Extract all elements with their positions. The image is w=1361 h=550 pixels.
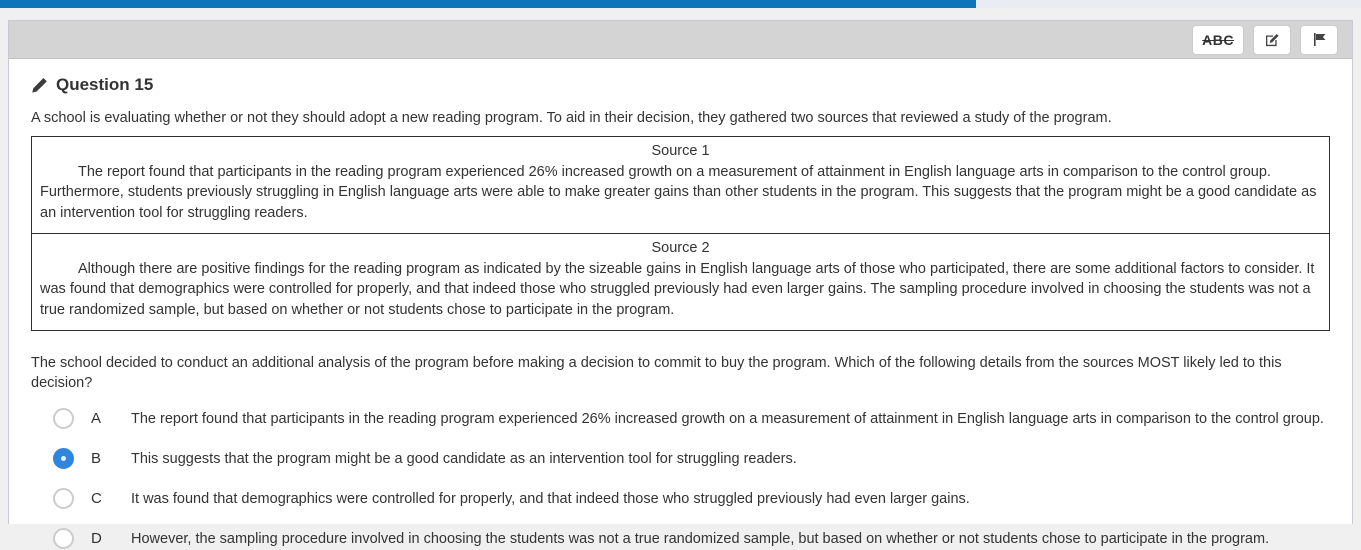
spellcheck-abc-icon: ABC <box>1202 31 1234 48</box>
option-text: This suggests that the program might be a good candidate as an intervention tool for struggling readers. <box>131 450 797 467</box>
source-1-title: Source 1 <box>651 143 710 159</box>
option-letter: B <box>91 450 102 467</box>
answer-option-c[interactable] <box>31 487 1330 510</box>
notes-button[interactable] <box>1253 25 1291 55</box>
question-header <box>31 75 1330 95</box>
flag-button[interactable] <box>1300 25 1338 55</box>
options-list <box>31 407 1330 550</box>
answer-option-a[interactable] <box>31 407 1330 430</box>
progress-fill <box>0 0 976 8</box>
question-intro: A school is evaluating whether or not they should adopt a new reading program. To aid in their decision, they gathered two sources that reviewed a study of the program. <box>31 110 1112 126</box>
option-text: However, the sampling procedure involved in choosing the students was not a true randomized sample, but based on whether or not students chose to participate in the program. <box>131 530 1270 547</box>
radio-option-b[interactable] <box>53 448 74 469</box>
toolbar <box>9 21 1352 59</box>
flag-icon <box>1312 32 1327 47</box>
source-box-2 <box>31 233 1330 331</box>
answer-option-b[interactable] <box>31 447 1330 470</box>
radio-option-c[interactable] <box>53 488 74 509</box>
pencil-icon <box>31 77 48 94</box>
question-stem: The school decided to conduct an additional analysis of the program before making a decision to commit to buy the program. Which of the following details from the sources MOST likely led to this decision? <box>31 355 1282 391</box>
radio-option-d[interactable] <box>53 528 74 549</box>
assessment-frame <box>8 20 1353 547</box>
source-2-body: Although there are positive findings for the reading program as indicated by the sizeable gains in English language arts of those who participated, there are some additional factors to consider. It was found that demographics were controlled for properly, and that indeed those who struggled previously had even larger gains. The sampling procedure involved in choosing the students was not a true randomized sample, but based on whether or not students chose to participate in the program. <box>40 260 1315 318</box>
option-text: It was found that demographics were controlled for properly, and that indeed those who struggled previously had even larger gains. <box>131 490 970 507</box>
option-text: The report found that participants in the reading program experienced 26% increased growth on a measurement of attainment in English language arts in comparison to the control group. <box>131 410 1324 427</box>
question-card <box>9 59 1352 547</box>
radio-option-a[interactable] <box>53 408 74 429</box>
edit-note-icon <box>1264 32 1280 48</box>
option-letter: C <box>91 490 102 507</box>
answer-option-d[interactable] <box>31 527 1330 550</box>
option-letter: D <box>91 530 102 547</box>
spellcheck-button[interactable] <box>1192 25 1244 55</box>
option-letter: A <box>91 410 102 427</box>
question-title: Question 15 <box>56 75 154 94</box>
source-2-title: Source 2 <box>651 240 710 256</box>
progress-bar <box>0 0 1361 8</box>
source-box-1 <box>31 136 1330 234</box>
source-1-body: The report found that participants in the reading program experienced 26% increased growth on a measurement of attainment in English language arts in comparison to the control group. Furthermore, students previously struggling in English language arts were able to make greater gains than other students in the program. This suggests that the program might be a good candidate as an intervention tool for struggling readers. <box>40 163 1317 221</box>
